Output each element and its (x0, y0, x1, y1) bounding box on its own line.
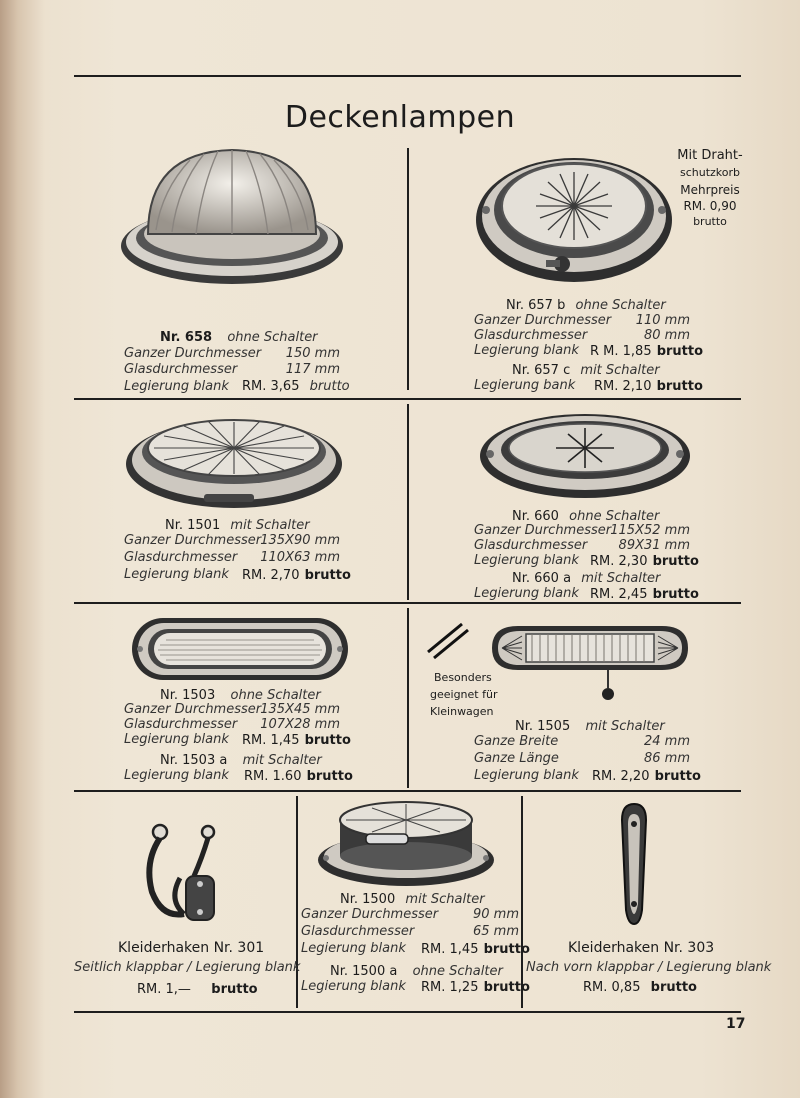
lamp-660-value-glass: 89X31 mm (618, 538, 690, 553)
lamp-658-value-diameter: 150 mm (285, 346, 340, 361)
lamp-657-number: Nr. 657 b (506, 298, 566, 313)
row-divider-2 (74, 602, 741, 604)
lamp-657c-label-alloy: Legierung bank (474, 378, 576, 393)
column-divider-2 (407, 404, 409, 600)
lamp-1503a-variant: mit Schalter (242, 753, 322, 768)
lamp-657-note-4: RM. 0,90 (683, 199, 737, 213)
column-divider-3 (407, 608, 409, 788)
lamp-1500-variant: mit Schalter (405, 892, 485, 907)
lamp-1505-label-length: Ganze Länge (474, 751, 559, 766)
lamp-1500-brutto: brutto (483, 942, 530, 957)
lamp-1503-label-diameter: Ganzer Durchmesser (124, 702, 262, 717)
lamp-1501-brutto: brutto (304, 568, 351, 583)
coat-hook-303-image (614, 800, 654, 928)
lamp-657c-number: Nr. 657 c (512, 363, 571, 378)
lamp-1500a-number: Nr. 1500 a (330, 964, 398, 979)
lamp-1501-value-diameter: 135X90 mm (260, 533, 340, 548)
lamp-1501-image (124, 408, 344, 512)
lamp-660-variant: ohne Schalter (569, 509, 660, 524)
hook-301-price: RM. 1,— (137, 982, 191, 997)
lamp-657c-price: RM. 2,10 (594, 379, 652, 394)
lamp-658-label-alloy: Legierung blank (124, 379, 229, 394)
lamp-658-image (118, 146, 346, 288)
lamp-1505-image (488, 620, 692, 708)
lamp-1503-label-glass: Glasdurchmesser (124, 717, 238, 732)
lamp-658-label-diameter: Ganzer Durchmesser (124, 346, 262, 361)
lamp-657-note-2: schutzkorb (679, 166, 741, 179)
lamp-660a-price: RM. 2,45 (590, 587, 648, 602)
lamp-1500-value-glass: 65 mm (472, 924, 519, 939)
lamp-1500-label-alloy: Legierung blank (301, 941, 406, 956)
lamp-1503-brutto: brutto (304, 733, 351, 748)
page-title: Deckenlampen (284, 100, 516, 135)
lamp-660-image (478, 408, 692, 500)
lamp-657-brutto: brutto (656, 344, 704, 359)
lamp-1500a-price: RM. 1,25 (421, 980, 479, 995)
lamp-1501-value-glass: 110X63 mm (260, 550, 340, 565)
lamp-1500-image (316, 798, 496, 888)
lamp-660a-number: Nr. 660 a (512, 571, 572, 586)
lamp-657-label-diameter: Ganzer Durchmesser (474, 313, 612, 328)
lamp-1505-variant: mit Schalter (585, 719, 665, 734)
lamp-658-value-glass: 117 mm (285, 362, 340, 377)
lamp-1501-label-diameter: Ganzer Durchmesser (124, 533, 262, 548)
bottom-rule (74, 1011, 741, 1013)
lamp-1500-label-diameter: Ganzer Durchmesser (301, 907, 439, 922)
slash-marks-icon (424, 622, 470, 662)
lamp-657-note-3: Mehrpreis (680, 183, 740, 197)
hook-303-price: RM. 0,85 (583, 980, 641, 995)
lamp-657-image (474, 150, 674, 282)
lamp-660-number: Nr. 660 (512, 509, 559, 524)
row-divider-1 (74, 398, 741, 400)
lamp-1505-brutto: brutto (654, 769, 701, 784)
lamp-1500-price: RM. 1,45 (421, 942, 479, 957)
lamp-1501-variant: mit Schalter (230, 518, 310, 533)
lamp-1500a-label-alloy: Legierung blank (301, 979, 406, 994)
lamp-1500a-variant: ohne Schalter (412, 964, 503, 979)
lamp-1500-label-glass: Glasdurchmesser (301, 924, 415, 939)
lamp-657-note-1: Mit Draht- (677, 148, 743, 163)
lamp-658-label-glass: Glasdurchmesser (124, 362, 238, 377)
lamp-660-value-diameter: 115X52 mm (610, 523, 690, 538)
lamp-1503a-label-alloy: Legierung blank (124, 768, 229, 783)
lamp-1505-note-2: geeignet für (430, 688, 498, 701)
page-number: 17 (726, 1016, 746, 1032)
lamp-657-price: R M. 1,85 (590, 344, 652, 359)
lamp-657-variant: ohne Schalter (575, 298, 666, 313)
lamp-660-label-diameter: Ganzer Durchmesser (474, 523, 612, 538)
lamp-657-label-alloy: Legierung blank (474, 343, 579, 358)
lamp-1501-label-glass: Glasdurchmesser (124, 550, 238, 565)
lamp-657c-variant: mit Schalter (580, 363, 660, 378)
lamp-1503-value-diameter: 135X45 mm (260, 702, 340, 717)
lamp-658-brutto: brutto (309, 379, 350, 394)
hook-301-brutto: brutto (211, 982, 258, 997)
lamp-660-label-alloy: Legierung blank (474, 553, 579, 568)
lamp-1505-value-width: 24 mm (643, 734, 690, 749)
lamp-1503-value-glass: 107X28 mm (260, 717, 340, 732)
lamp-1503-price: RM. 1,45 (242, 733, 300, 748)
lamp-1505-note-3: Kleinwagen (430, 705, 494, 718)
lamp-1505-value-length: 86 mm (643, 751, 690, 766)
lamp-1505-number: Nr. 1505 (515, 719, 571, 734)
lamp-657-value-diameter: 110 mm (635, 313, 690, 328)
hook-301-description: Seitlich klappbar / Legierung blank (74, 960, 301, 975)
lamp-658-variant: ohne Schalter (227, 330, 318, 345)
lamp-657-note-5: brutto (693, 215, 727, 228)
column-divider-4 (296, 796, 298, 1008)
lamp-1503-label-alloy: Legierung blank (124, 732, 229, 747)
lamp-1503-number: Nr. 1503 (160, 688, 216, 703)
column-divider-5 (521, 796, 523, 1008)
lamp-1501-number: Nr. 1501 (165, 518, 221, 533)
hook-303-brutto: brutto (650, 980, 697, 995)
lamp-1505-label-width: Ganze Breite (474, 734, 559, 749)
coat-hook-301-image (138, 822, 222, 924)
lamp-1500-number: Nr. 1500 (340, 892, 396, 907)
lamp-660a-brutto: brutto (652, 587, 699, 602)
lamp-1505-note-1: Besonders (434, 671, 492, 684)
lamp-1500-value-diameter: 90 mm (472, 907, 519, 922)
lamp-657c-brutto: brutto (656, 379, 703, 394)
row-divider-3 (74, 790, 741, 792)
lamp-658-price: RM. 3,65 (242, 379, 300, 394)
lamp-1505-price: RM. 2,20 (592, 769, 650, 784)
column-divider-1 (407, 148, 409, 390)
hook-303-description: Nach vorn klappbar / Legierung blank (526, 960, 772, 975)
lamp-1505-label-alloy: Legierung blank (474, 768, 579, 783)
lamp-660-label-glass: Glasdurchmesser (474, 538, 588, 553)
lamp-1501-label-alloy: Legierung blank (124, 567, 229, 582)
lamp-660a-variant: mit Schalter (581, 571, 661, 586)
lamp-657-label-glass: Glasdurchmesser (474, 328, 588, 343)
lamp-1503-variant: ohne Schalter (230, 688, 321, 703)
lamp-660a-label-alloy: Legierung blank (474, 586, 579, 601)
lamp-657-value-glass: 80 mm (643, 328, 690, 343)
lamp-1503a-brutto: brutto (306, 769, 353, 784)
top-rule (74, 75, 741, 77)
lamp-660-brutto: brutto (652, 554, 699, 569)
hook-303-name: Kleiderhaken Nr. 303 (568, 940, 715, 956)
lamp-658-number: Nr. 658 (160, 330, 213, 345)
lamp-1500a-brutto: brutto (483, 980, 530, 995)
lamp-1503a-number: Nr. 1503 a (160, 753, 228, 768)
hook-301-name: Kleiderhaken Nr. 301 (118, 940, 265, 956)
lamp-1503-image (130, 614, 350, 684)
lamp-1501-price: RM. 2,70 (242, 568, 300, 583)
lamp-660-price: RM. 2,30 (590, 554, 648, 569)
lamp-1503a-price: RM. 1.60 (244, 769, 302, 784)
